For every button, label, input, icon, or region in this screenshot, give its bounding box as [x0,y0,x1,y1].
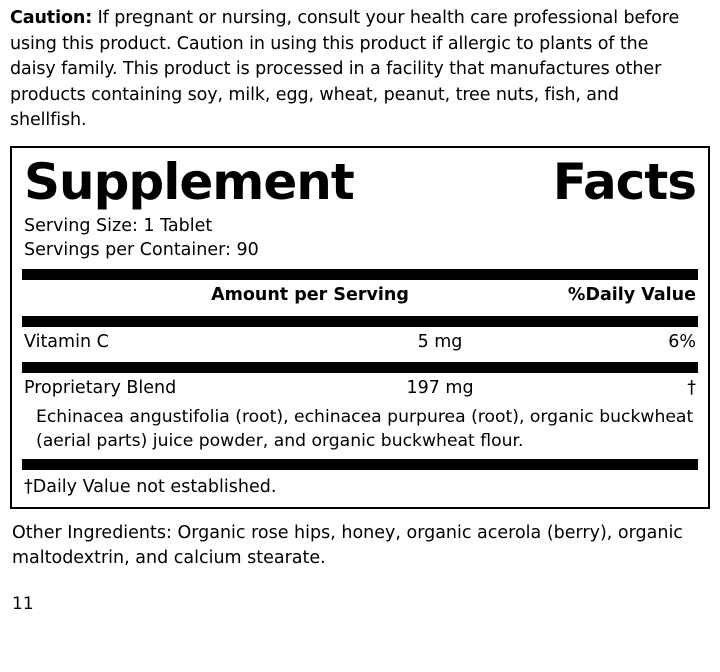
serving-size: Serving Size: 1 Tablet [24,215,213,236]
nutrient-name: Proprietary Blend [24,377,177,398]
daily-value-footnote: †Daily Value not established. [24,476,277,497]
rule-below-headers [22,316,698,327]
nutrient-daily-value: 6% [668,331,696,352]
header-daily-value: %Daily Value [567,284,696,305]
proprietary-blend-description: Echinacea angustifolia (root), echinacea purpurea (root), organic buckwheat (aerial parts) juice powder, and organic buckwheat flour. [36,406,694,451]
nutrient-name: Vitamin C [24,331,109,352]
nutrient-daily-value: † [687,377,696,398]
rule-between-rows [22,362,698,373]
nutrient-amount: 5 mg [417,331,463,352]
rule-above-headers [22,269,698,280]
page-number: 11 [12,593,34,614]
supplement-facts-title [22,152,698,214]
nutrient-amount: 197 mg [406,377,474,398]
header-amount-per-serving: Amount per Serving [211,284,409,305]
supplement-facts-panel [10,146,710,509]
caution-label: Caution: [10,8,93,28]
title-word-supplement: Supplement [24,152,354,211]
rule-below-blend [22,459,698,470]
title-word-facts: Facts [552,152,696,211]
servings-per-container: Servings per Container: 90 [24,239,259,260]
table-row [22,373,698,404]
caution-paragraph [10,6,682,134]
caution-text: If pregnant or nursing, consult your health care professional before using this product. Caution in using this product if allergic to plants of the daisy family. This product is processed in a facility that manufactures other products containing soy, milk, egg, wheat, peanut, tree nuts, fish, and shellfish. [10,8,680,130]
table-row [22,327,698,358]
other-ingredients: Other Ingredients: Organic rose hips, honey, organic acerola (berry), organic maltodextrin, and calcium stearate. [12,522,683,568]
column-headers-row [22,280,698,312]
